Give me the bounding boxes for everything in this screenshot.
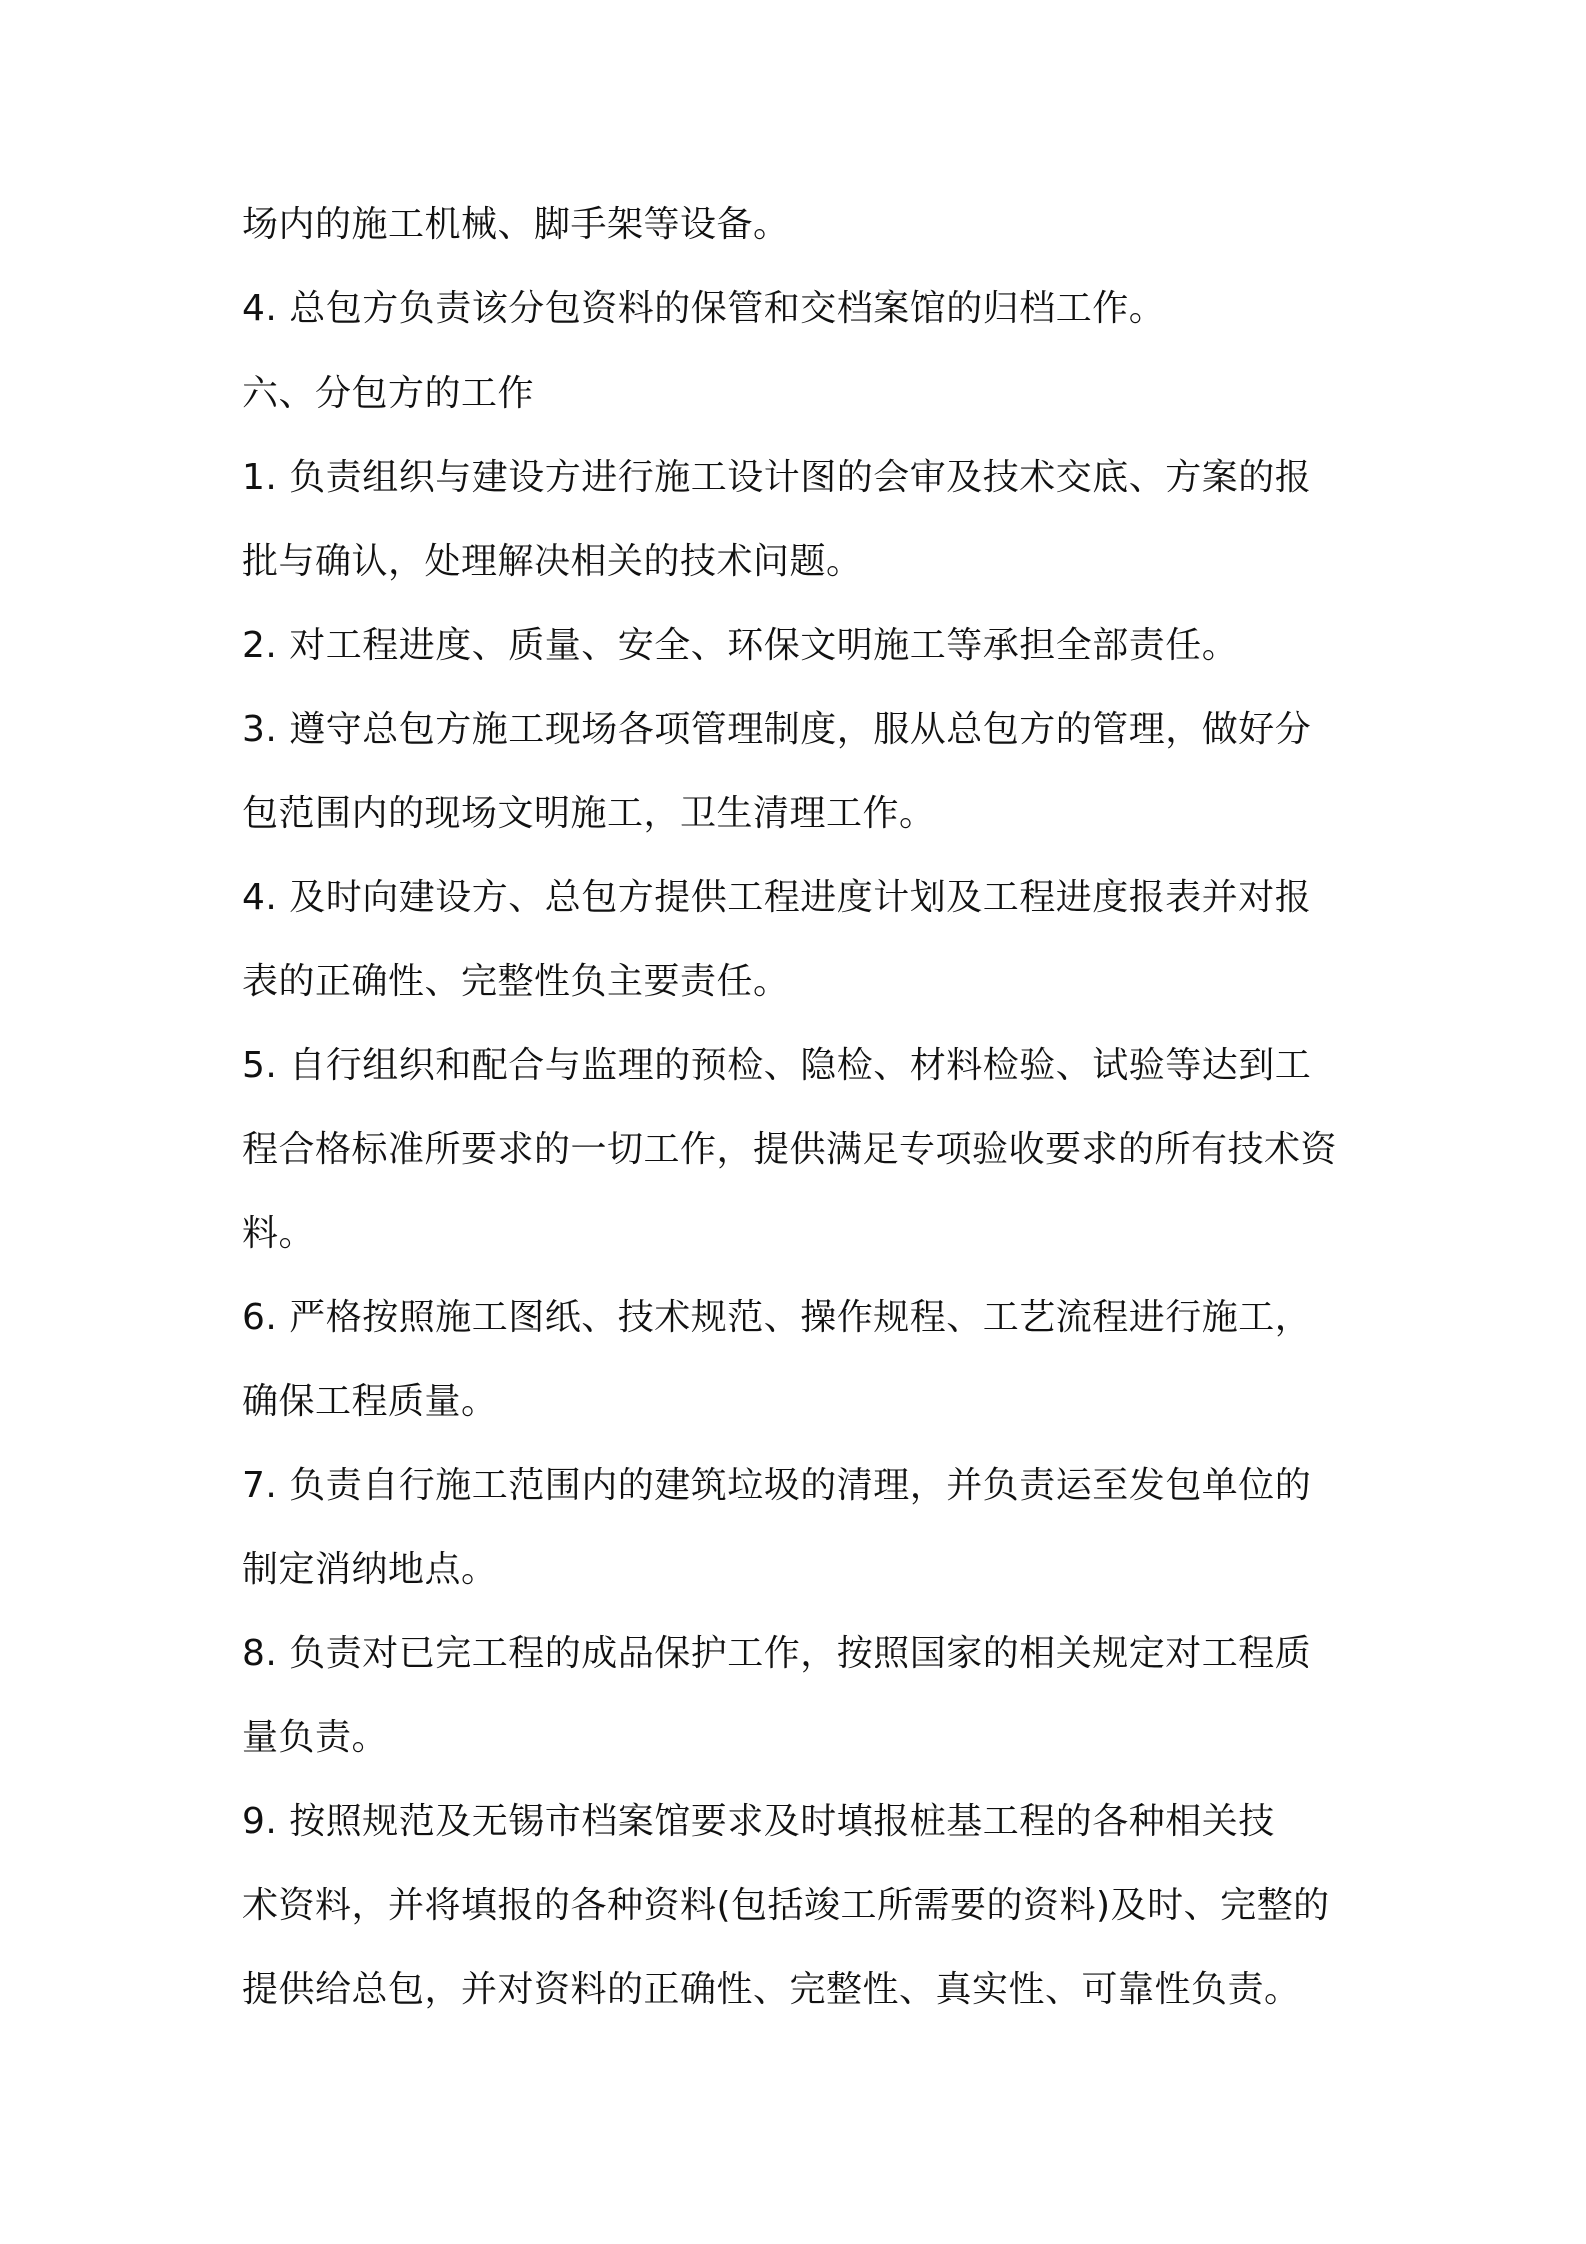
text-line: 确保工程质量。 <box>242 1381 498 1422</box>
text-line: 量负责。 <box>242 1717 389 1758</box>
text-line: 4. 及时向建设方、总包方提供工程进度计划及工程进度报表并对报 <box>242 877 1312 918</box>
text-line: 提供给总包，并对资料的正确性、完整性、真实性、可靠性负责。 <box>242 1969 1301 2010</box>
text-line: 6. 严格按照施工图纸、技术规范、操作规程、工艺流程进行施工， <box>242 1297 1312 1338</box>
text-line: 制定消纳地点。 <box>242 1549 498 1590</box>
text-line: 2. 对工程进度、质量、安全、环保文明施工等承担全部责任。 <box>242 625 1239 666</box>
text-line: 4. 总包方负责该分包资料的保管和交档案馆的归档工作。 <box>242 288 1166 329</box>
text-line: 1. 负责组织与建设方进行施工设计图的会审及技术交底、方案的报 <box>242 457 1312 498</box>
text-line: 术资料，并将填报的各种资料(包括竣工所需要的资料)及时、完整的 <box>242 1885 1330 1926</box>
text-line: 表的正确性、完整性负主要责任。 <box>242 961 790 1002</box>
text-line: 料。 <box>242 1213 316 1254</box>
text-line: 程合格标准所要求的一切工作，提供满足专项验收要求的所有技术资 <box>242 1129 1338 1170</box>
text-line: 8. 负责对已完工程的成品保护工作，按照国家的相关规定对工程质 <box>242 1633 1312 1674</box>
text-line: 5. 自行组织和配合与监理的预检、隐检、材料检验、试验等达到工 <box>242 1045 1312 1086</box>
text-line: 7. 负责自行施工范围内的建筑垃圾的清理，并负责运至发包单位的 <box>242 1465 1312 1506</box>
text-line: 场内的施工机械、脚手架等设备。 <box>242 204 790 245</box>
text-line: 包范围内的现场文明施工，卫生清理工作。 <box>242 793 936 834</box>
text-line: 批与确认，处理解决相关的技术问题。 <box>242 541 863 582</box>
section-heading: 六、分包方的工作 <box>242 373 535 414</box>
text-line: 9. 按照规范及无锡市档案馆要求及时填报桩基工程的各种相关技 <box>242 1801 1275 1842</box>
text-line: 3. 遵守总包方施工现场各项管理制度，服从总包方的管理，做好分 <box>242 709 1312 750</box>
